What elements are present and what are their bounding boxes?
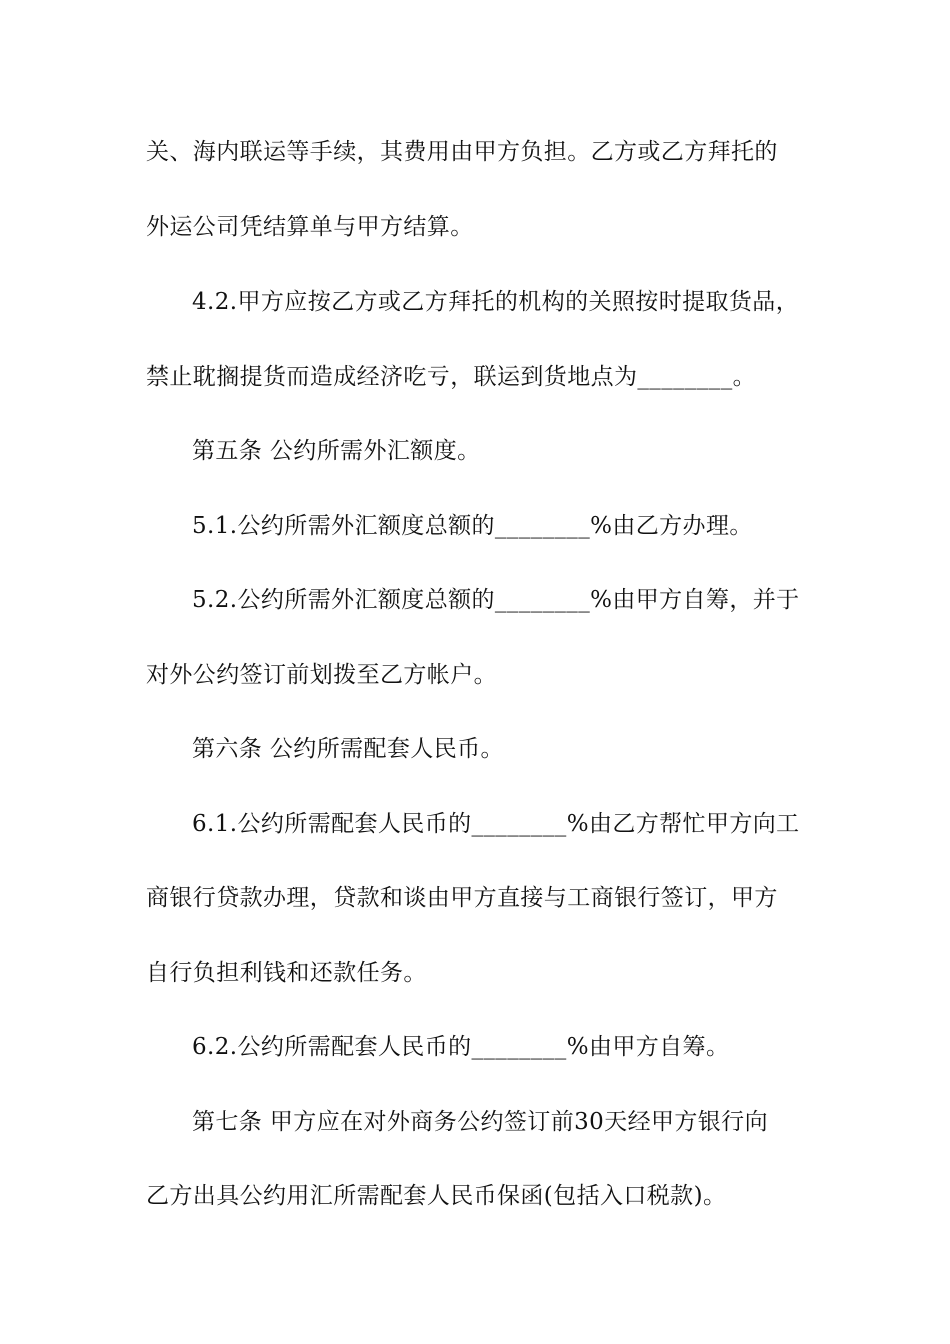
text-line: 对外公约签订前划拨至乙方帐户。 bbox=[146, 662, 497, 688]
text-line: 5.2.公约所需外汇额度总额的________%由甲方自筹，并于 bbox=[192, 587, 800, 613]
text-line: 6.1.公约所需配套人民币的________%由乙方帮忙甲方向工 bbox=[192, 811, 800, 837]
text-line: 4.2.甲方应按乙方或乙方拜托的机构的关照按时提取货品， bbox=[192, 289, 800, 315]
section-heading: 第七条 甲方应在对外商务公约签订前30天经甲方银行向 bbox=[192, 1109, 768, 1135]
section-heading: 第五条 公约所需外汇额度。 bbox=[192, 438, 481, 464]
text-line: 禁止耽搁提货而造成经济吃亏，联运到货地点为________。 bbox=[146, 364, 756, 390]
text-line: 乙方出具公约用汇所需配套人民币保函(包括入口税款)。 bbox=[146, 1183, 727, 1209]
text-line: 商银行贷款办理，贷款和谈由甲方直接与工商银行签订，甲方 bbox=[146, 885, 778, 911]
text-line: 6.2.公约所需配套人民币的________%由甲方自筹。 bbox=[192, 1034, 730, 1060]
text-line: 自行负担利钱和还款任务。 bbox=[146, 960, 427, 986]
text-line: 关、海内联运等手续，其费用由甲方负担。乙方或乙方拜托的 bbox=[146, 139, 778, 165]
text-line: 5.1.公约所需外汇额度总额的________%由乙方办理。 bbox=[192, 513, 753, 539]
text-line: 外运公司凭结算单与甲方结算。 bbox=[146, 214, 474, 240]
section-heading: 第六条 公约所需配套人民币。 bbox=[192, 736, 504, 762]
